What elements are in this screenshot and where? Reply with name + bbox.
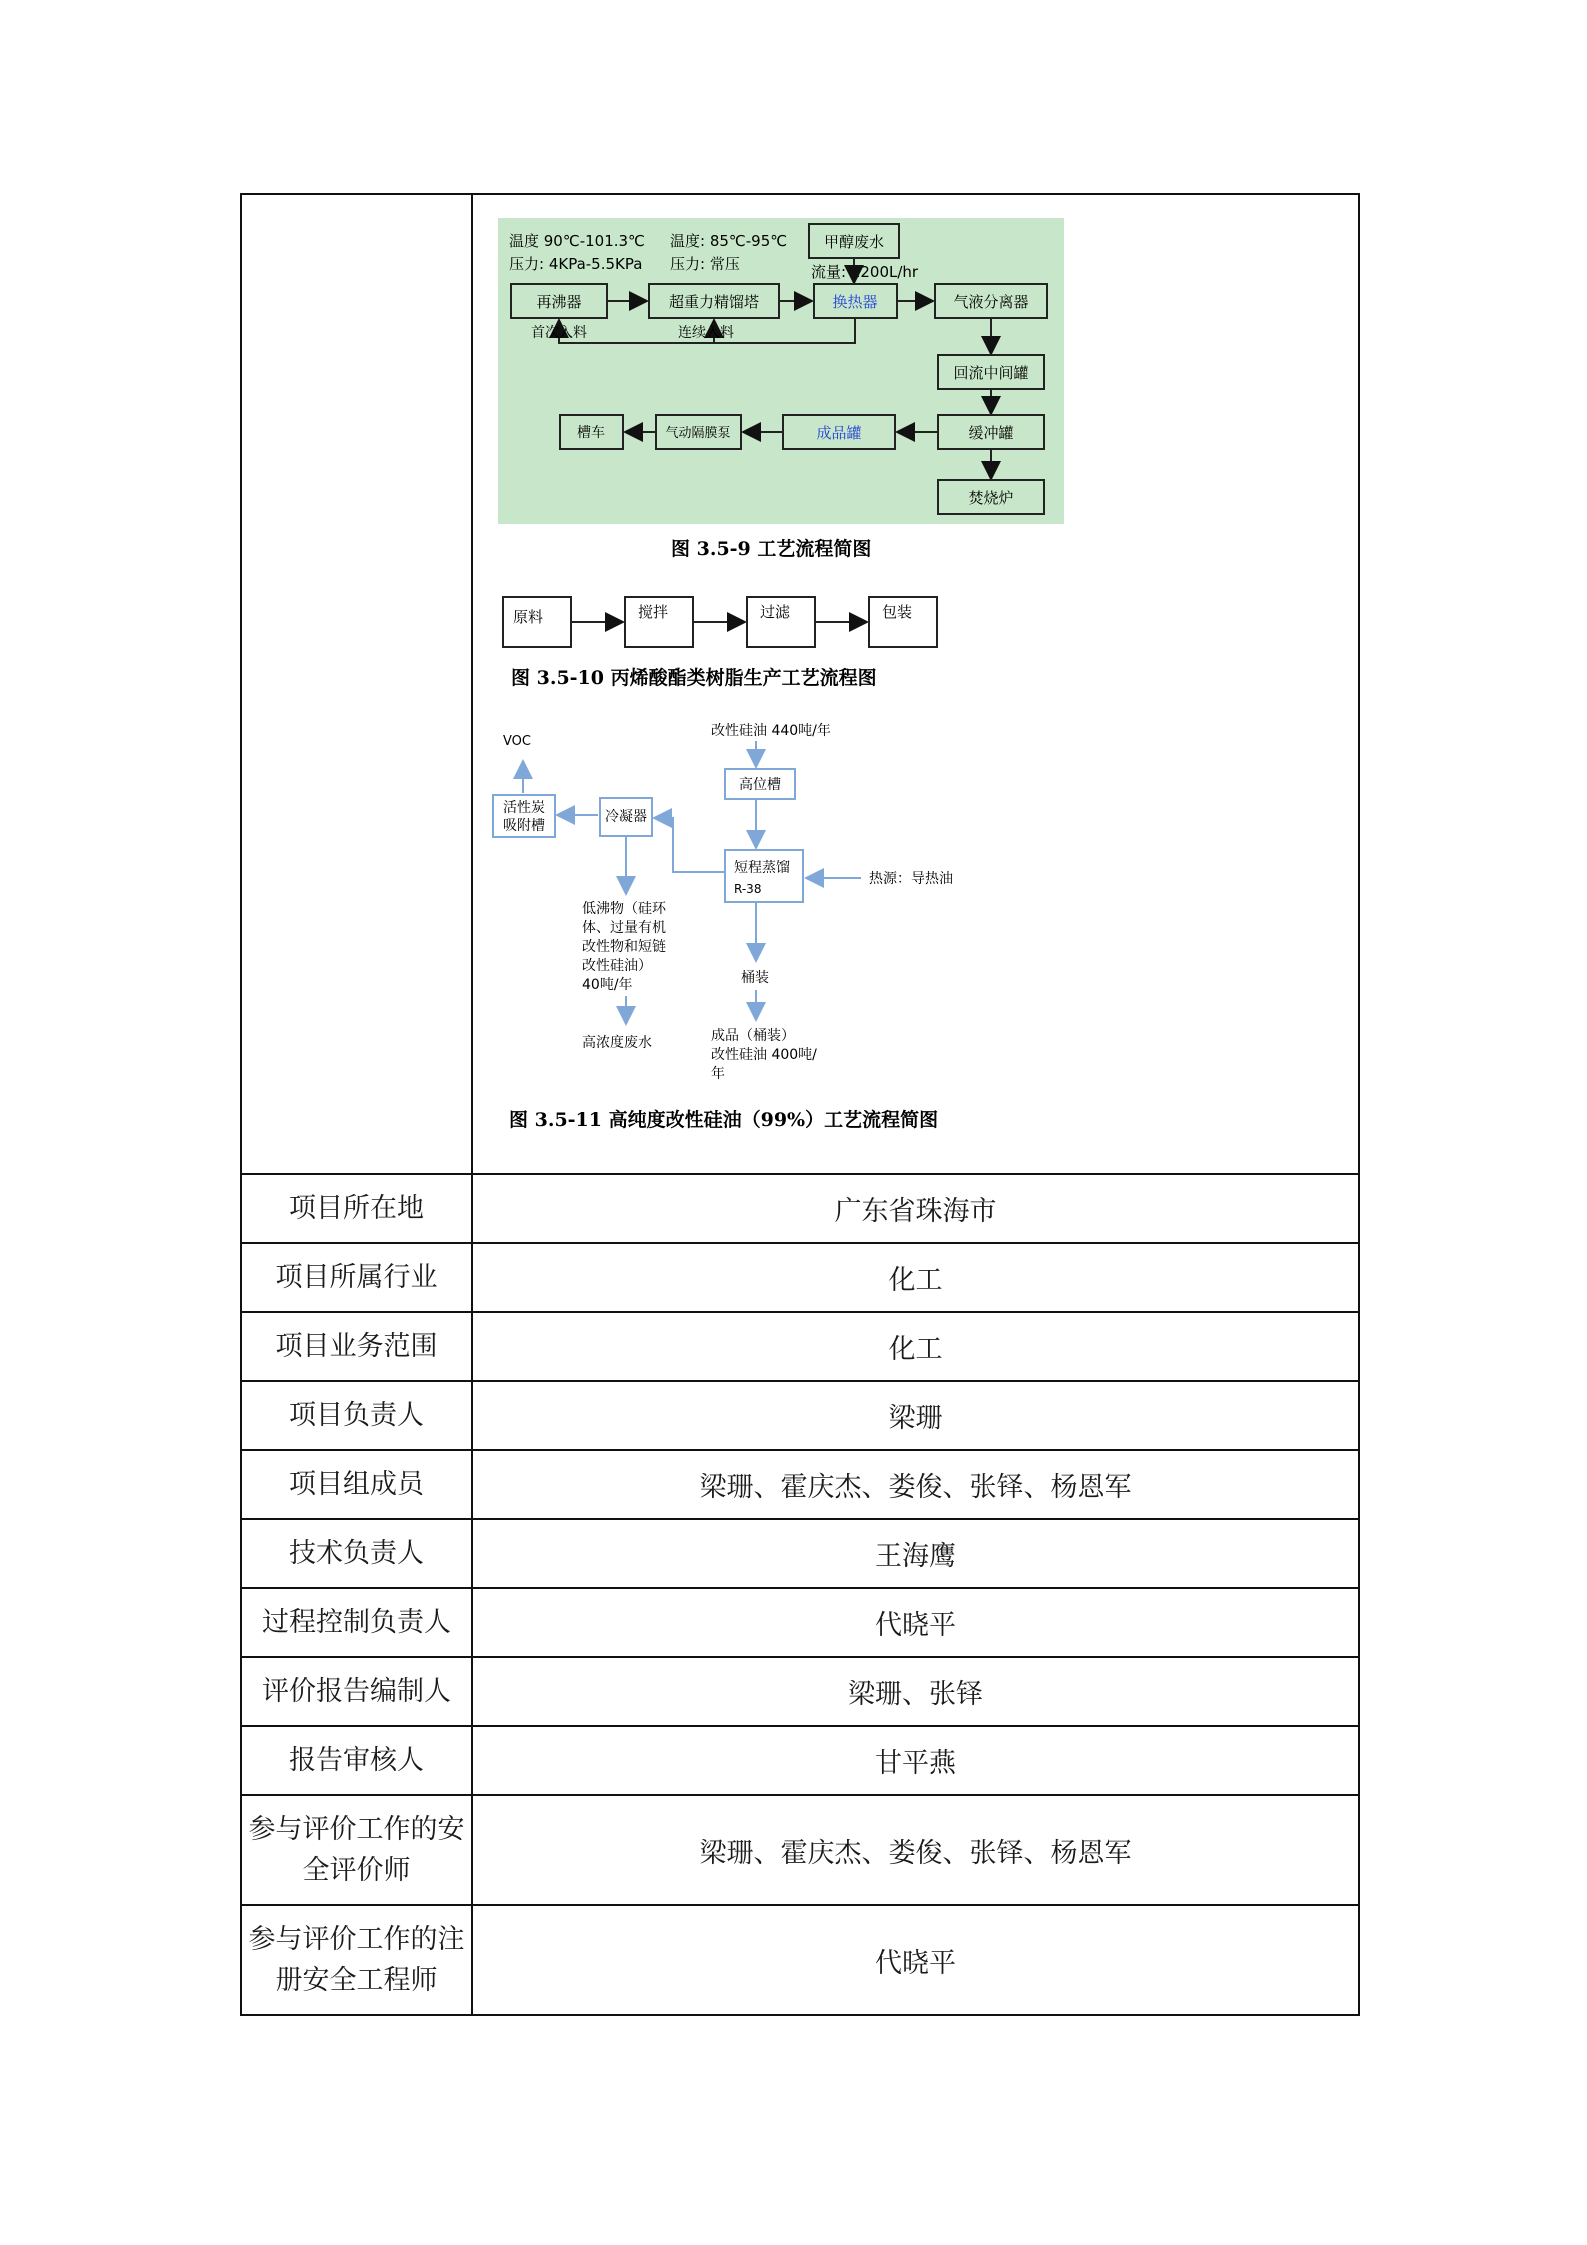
- row-value: 代晓平: [472, 1905, 1359, 2015]
- table-row: [241, 1905, 1359, 2015]
- row-value: 梁珊、张铎: [472, 1657, 1359, 1726]
- fig9-reflux-tank: 回流中间罐: [953, 364, 1029, 382]
- fig11-carbon-line2: 吸附槽: [503, 818, 545, 834]
- table-row: [241, 1588, 1359, 1657]
- fig11-caption: 图 3.5-11 高纯度改性硅油（99%）工艺流程简图: [509, 1109, 939, 1131]
- fig9-separator: 气液分离器: [953, 293, 1029, 311]
- fig11-heat-source: 热源：导热油: [869, 871, 953, 887]
- row-label: 技术负责人: [241, 1519, 472, 1588]
- fig9-tank-truck: 槽车: [577, 425, 605, 441]
- fig11-low-boil-line: 改性硅油）: [582, 958, 652, 974]
- fig9-reboiler: 再沸器: [536, 293, 582, 311]
- row-label: 项目所属行业: [241, 1243, 472, 1312]
- table-row: [241, 1312, 1359, 1381]
- row-value: 梁珊: [472, 1381, 1359, 1450]
- figure-3-5-10: [503, 597, 937, 689]
- row-label: 报告审核人: [241, 1726, 472, 1795]
- fig9-continuous-feed: 连续入料: [678, 325, 734, 341]
- fig11-distill-line1: 短程蒸馏: [734, 860, 790, 876]
- fig9-temp-left: 温度 90℃-101.3℃: [509, 232, 645, 250]
- fig9-pump: 气动隔膜泵: [665, 426, 731, 441]
- fig10-step: 原料: [513, 608, 544, 626]
- fig9-pressure-right: 压力: 常压: [670, 255, 740, 273]
- row-label: 过程控制负责人: [241, 1588, 472, 1657]
- fig9-flow: 流量: 1200L/hr: [811, 263, 919, 281]
- table-row: [241, 1243, 1359, 1312]
- row-value: 梁珊、霍庆杰、娄俊、张铎、杨恩军: [472, 1450, 1359, 1519]
- row-label: 项目组成员: [241, 1450, 472, 1519]
- fig11-feed: 改性硅油 440吨/年: [711, 723, 831, 739]
- fig9-wastewater: 甲醇废水: [823, 233, 885, 251]
- row-value: 广东省珠海市: [472, 1174, 1359, 1243]
- fig9-first-feed: 首次入料: [531, 325, 587, 341]
- row-label: 参与评价工作的注册安全工程师: [241, 1905, 472, 2015]
- row-value: 梁珊、霍庆杰、娄俊、张铎、杨恩军: [472, 1795, 1359, 1905]
- figure-cell: [472, 194, 1359, 1174]
- fig9-column: 超重力精馏塔: [668, 293, 760, 311]
- row-label: 参与评价工作的安全评价师: [241, 1795, 472, 1905]
- table-row: [241, 1450, 1359, 1519]
- row-label: 评价报告编制人: [241, 1657, 472, 1726]
- figure-row: [241, 194, 1359, 1174]
- figure-3-5-11: [493, 722, 953, 1131]
- row-label: 项目负责人: [241, 1381, 472, 1450]
- table-row: [241, 1726, 1359, 1795]
- fig10-step: 搅拌: [638, 603, 669, 621]
- table-row: [241, 1174, 1359, 1243]
- fig9-incinerator: 焚烧炉: [968, 489, 1014, 507]
- fig9-buffer-tank: 缓冲罐: [968, 424, 1014, 442]
- figure-3-5-9: [498, 218, 1064, 560]
- fig11-low-boil-line: 40吨/年: [582, 977, 633, 993]
- fig11-product-line: 成品（桶装）: [711, 1028, 795, 1044]
- row-value: 甘平燕: [472, 1726, 1359, 1795]
- row-value: 化工: [472, 1312, 1359, 1381]
- row-label: 项目业务范围: [241, 1312, 472, 1381]
- row-value: 王海鹰: [472, 1519, 1359, 1588]
- fig11-product-line: 年: [711, 1066, 725, 1082]
- fig11-voc: VOC: [503, 734, 531, 749]
- figure-label-cell: [241, 194, 472, 1174]
- fig11-low-boil-line: 低沸物（硅环: [582, 901, 666, 917]
- process-flow-figures: [473, 195, 1360, 1173]
- row-value: 代晓平: [472, 1588, 1359, 1657]
- row-label: 项目所在地: [241, 1174, 472, 1243]
- fig9-caption: 图 3.5-9 工艺流程简图: [671, 538, 872, 560]
- table-row: [241, 1795, 1359, 1905]
- fig11-condenser: 冷凝器: [605, 809, 647, 825]
- table-row: [241, 1381, 1359, 1450]
- fig10-caption: 图 3.5-10 丙烯酸酯类树脂生产工艺流程图: [511, 667, 877, 689]
- table-row: [241, 1657, 1359, 1726]
- project-info-table: [240, 193, 1360, 2016]
- row-value: 化工: [472, 1243, 1359, 1312]
- fig11-carbon-line1: 活性炭: [503, 800, 545, 816]
- fig11-product-line: 改性硅油 400吨/: [711, 1047, 817, 1063]
- fig10-step: 包装: [882, 603, 913, 621]
- fig9-pressure-left: 压力: 4KPa-5.5KPa: [509, 255, 643, 273]
- fig9-temp-right: 温度: 85℃-95℃: [670, 232, 788, 250]
- fig11-distill-line2: R-38: [734, 882, 762, 896]
- fig11-header-tank: 高位槽: [739, 777, 781, 793]
- table-row: [241, 1519, 1359, 1588]
- fig11-barreling: 桶装: [741, 970, 769, 986]
- fig10-step: 过滤: [760, 603, 791, 621]
- fig9-product-tank: 成品罐: [816, 424, 862, 442]
- fig11-waste: 高浓度废水: [582, 1035, 652, 1051]
- fig11-low-boil-line: 改性物和短链: [582, 939, 666, 955]
- fig9-heat-exchanger: 换热器: [832, 293, 878, 311]
- fig11-low-boil-line: 体、过量有机: [582, 920, 666, 936]
